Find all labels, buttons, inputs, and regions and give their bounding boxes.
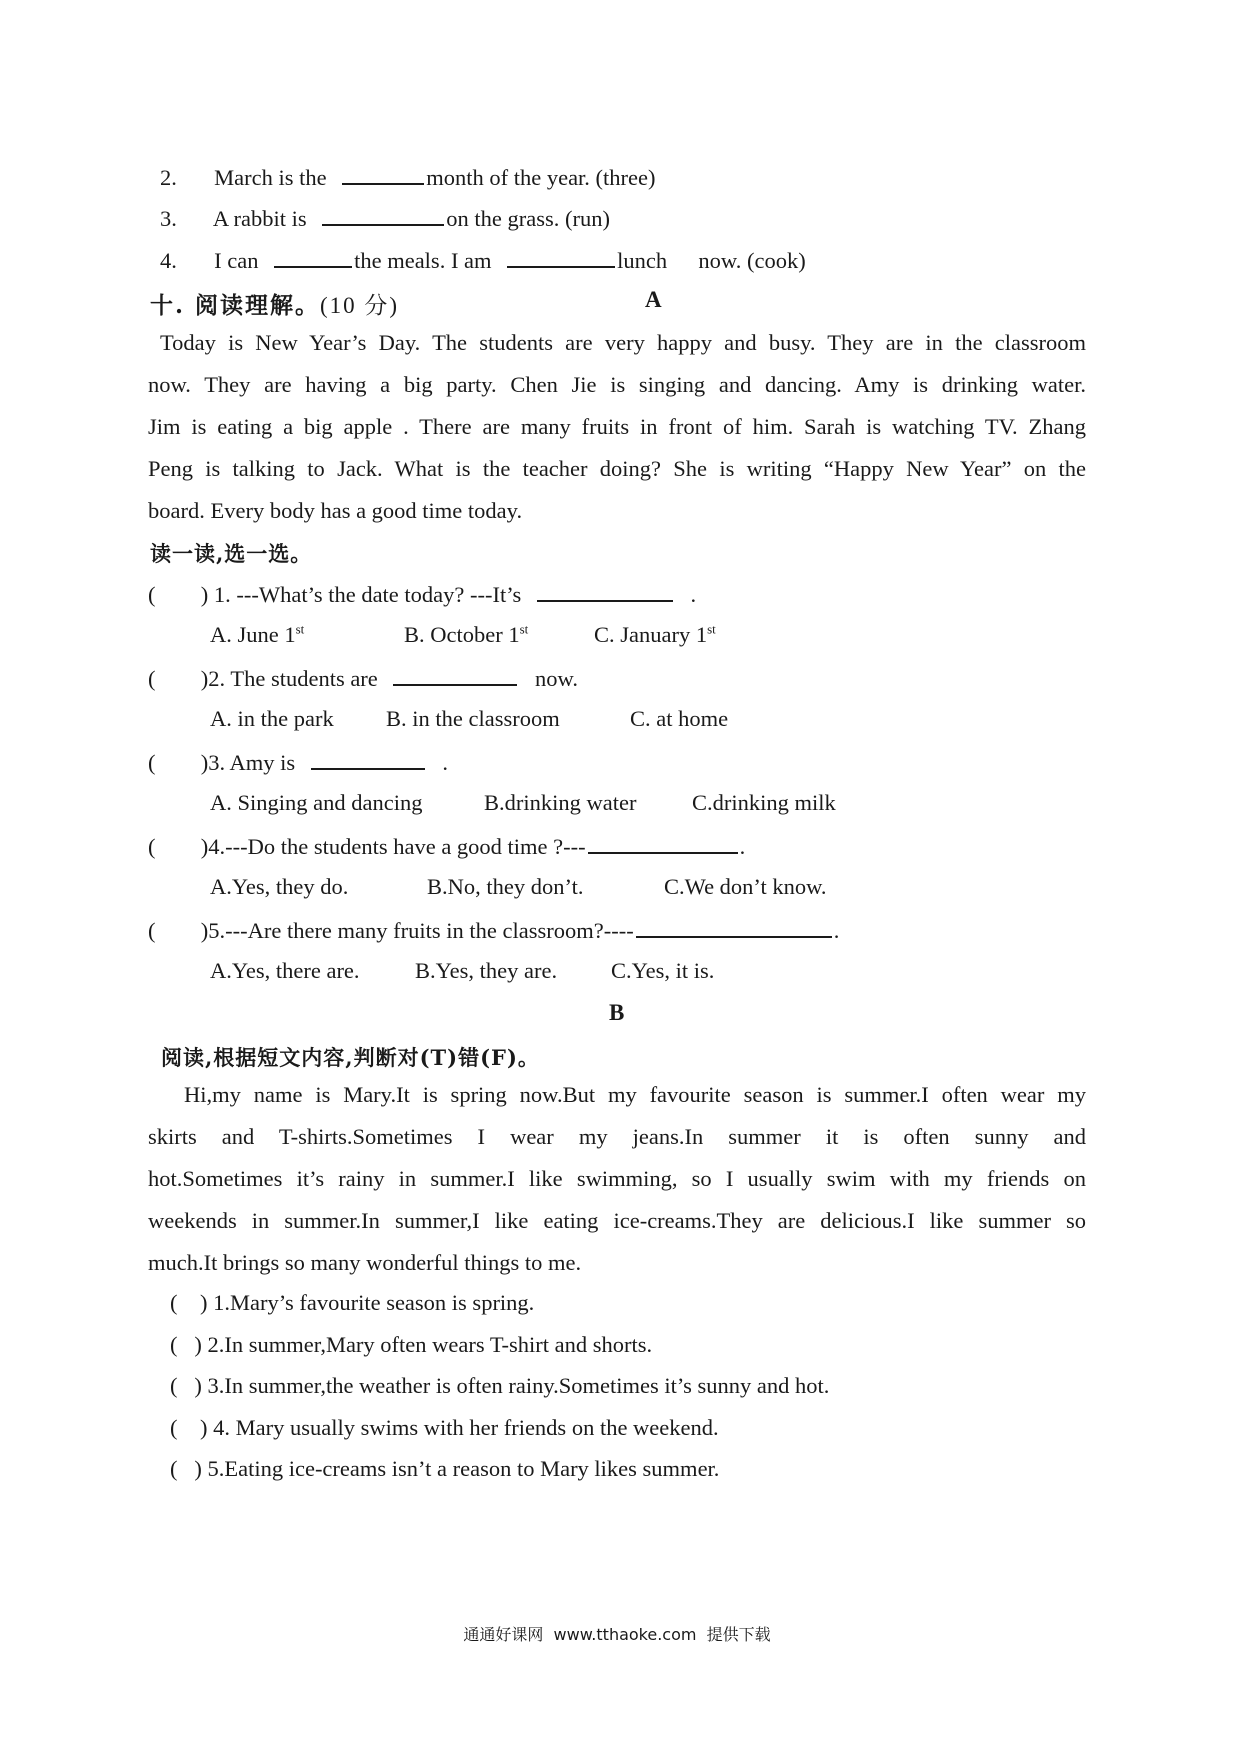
option-a[interactable]: A. Singing and dancing: [210, 790, 423, 815]
option-b[interactable]: B.Yes, they are.: [415, 958, 558, 983]
answer-paren: (: [148, 918, 156, 943]
tf-item-5: ( ) 5.Eating ice-creams isn’t a reason to Mary likes summer.: [170, 1456, 720, 1481]
tf-item-3: ( ) 3.In summer,the weather is often rainy.Sometimes it’s sunny and hot.: [170, 1373, 830, 1398]
item-number: 4.: [160, 248, 177, 273]
option-a[interactable]: A.Yes, there are.: [210, 958, 360, 983]
answer-blank[interactable]: [311, 750, 425, 770]
item-text: I can: [214, 248, 259, 273]
section-heading: [150, 287, 399, 320]
item-text: lunch: [617, 248, 668, 273]
item-number: 3.: [160, 206, 177, 231]
question-text: 5.---Are there many fruits in the classroom?----: [208, 918, 634, 943]
answer-blank[interactable]: [274, 248, 352, 268]
question-text: 4.---Do the students have a good time ?---: [208, 834, 586, 859]
tf-item-2: ( ) 2.In summer,Mary often wears T-shirt and shorts.: [170, 1332, 653, 1357]
fill-in-item-4: [160, 248, 806, 273]
part-b-label: B: [609, 1000, 625, 1025]
fill-in-item-2: [160, 165, 656, 190]
answer-paren: (: [148, 582, 156, 607]
answer-blank[interactable]: [507, 248, 615, 268]
passage-line: now. They are having a big party. Chen Jie is singing and dancing. Amy is drinking water.: [148, 372, 1086, 397]
question-2: ( )2. The students are now.: [148, 666, 578, 691]
passage-line: skirts and T-shirts.Sometimes I wear my jeans.In summer it is often sunny and: [148, 1124, 1086, 1149]
question-text: 2. The students are: [208, 666, 378, 691]
item-text: March is the: [214, 165, 327, 190]
passage-line: much.It brings so many wonderful things to me.: [148, 1250, 582, 1275]
option-c[interactable]: C. at home: [630, 706, 729, 731]
section-title: 十. 阅读理解。: [150, 292, 321, 319]
passage-line: board. Every body has a good time today.: [148, 498, 523, 523]
passage-line: weekends in summer.In summer,I like eating ice-creams.They are delicious.I like summer so: [148, 1208, 1086, 1233]
passage-line: Peng is talking to Jack. What is the teacher doing? She is writing “Happy New Year” on the: [148, 456, 1086, 481]
option-a[interactable]: A. June 1st: [210, 621, 305, 647]
part-a-label: A: [645, 287, 662, 312]
option-a[interactable]: A.Yes, they do.: [210, 874, 349, 899]
option-c[interactable]: C.Yes, it is.: [611, 958, 715, 983]
answer-paren: (: [148, 666, 156, 691]
answer-blank[interactable]: [588, 834, 738, 854]
option-c[interactable]: C.We don’t know.: [664, 874, 827, 899]
instruction-a: 读一读,选一选。: [150, 541, 313, 566]
footer-credit: 通通好课网 www.tthaoke.com 提供下载: [463, 1625, 771, 1644]
question-text: 1. ---What’s the date today? ---It’s: [213, 582, 522, 607]
option-b[interactable]: B. in the classroom: [386, 706, 560, 731]
answer-blank[interactable]: [393, 666, 517, 686]
answer-blank[interactable]: [342, 165, 424, 185]
answer-blank[interactable]: [537, 582, 673, 602]
passage-b: [148, 1074, 1086, 1284]
item-hint: now. (cook): [698, 248, 806, 273]
instruction-b: 阅读,根据短文内容,判断对(T)错(F)。: [161, 1045, 540, 1070]
question-4: ( )4.---Do the students have a good time ?--- .: [148, 834, 746, 859]
tf-item-4: ( ) 4. Mary usually swims with her friends on the weekend.: [170, 1415, 719, 1440]
passage-a: [148, 322, 1086, 532]
passage-line: hot.Sometimes it’s rainy in summer.I like swimming, so I usually swim with my friends on: [148, 1166, 1086, 1191]
question-5: ( )5.---Are there many fruits in the classroom?---- .: [148, 918, 840, 943]
section-score: (10 分): [320, 293, 400, 318]
item-text: month of the year. (three): [426, 165, 656, 190]
answer-blank[interactable]: [322, 206, 444, 226]
option-c[interactable]: C. January 1st: [594, 621, 716, 647]
answer-blank[interactable]: [636, 918, 832, 938]
fill-in-item-3: [160, 206, 610, 231]
item-text: on the grass. (run): [446, 206, 610, 231]
item-number: 2.: [160, 165, 177, 190]
passage-line: Jim is eating a big apple . There are many fruits in front of him. Sarah is watching TV. Zhang: [148, 414, 1086, 439]
tf-item-1: ( ) 1.Mary’s favourite season is spring.: [170, 1290, 535, 1315]
passage-line: Hi,my name is Mary.It is spring now.But my favourite season is summer.I often wear my: [184, 1082, 1086, 1107]
question-text: 3. Amy is: [208, 750, 296, 775]
option-b[interactable]: B.No, they don’t.: [427, 874, 584, 899]
question-3: ( )3. Amy is .: [148, 750, 449, 775]
option-b[interactable]: B.drinking water: [484, 790, 637, 815]
question-1: ( ) 1. ---What’s the date today? ---It’s .: [148, 582, 697, 607]
option-c[interactable]: C.drinking milk: [692, 790, 836, 815]
answer-paren: (: [148, 750, 156, 775]
item-text: the meals. I am: [354, 248, 492, 273]
passage-line: Today is New Year’s Day. The students are very happy and busy. They are in the classroom: [160, 330, 1086, 355]
option-a[interactable]: A. in the park: [210, 706, 334, 731]
item-text: A rabbit is: [212, 206, 307, 231]
answer-paren: (: [148, 834, 156, 859]
option-b[interactable]: B. October 1st: [404, 621, 529, 647]
